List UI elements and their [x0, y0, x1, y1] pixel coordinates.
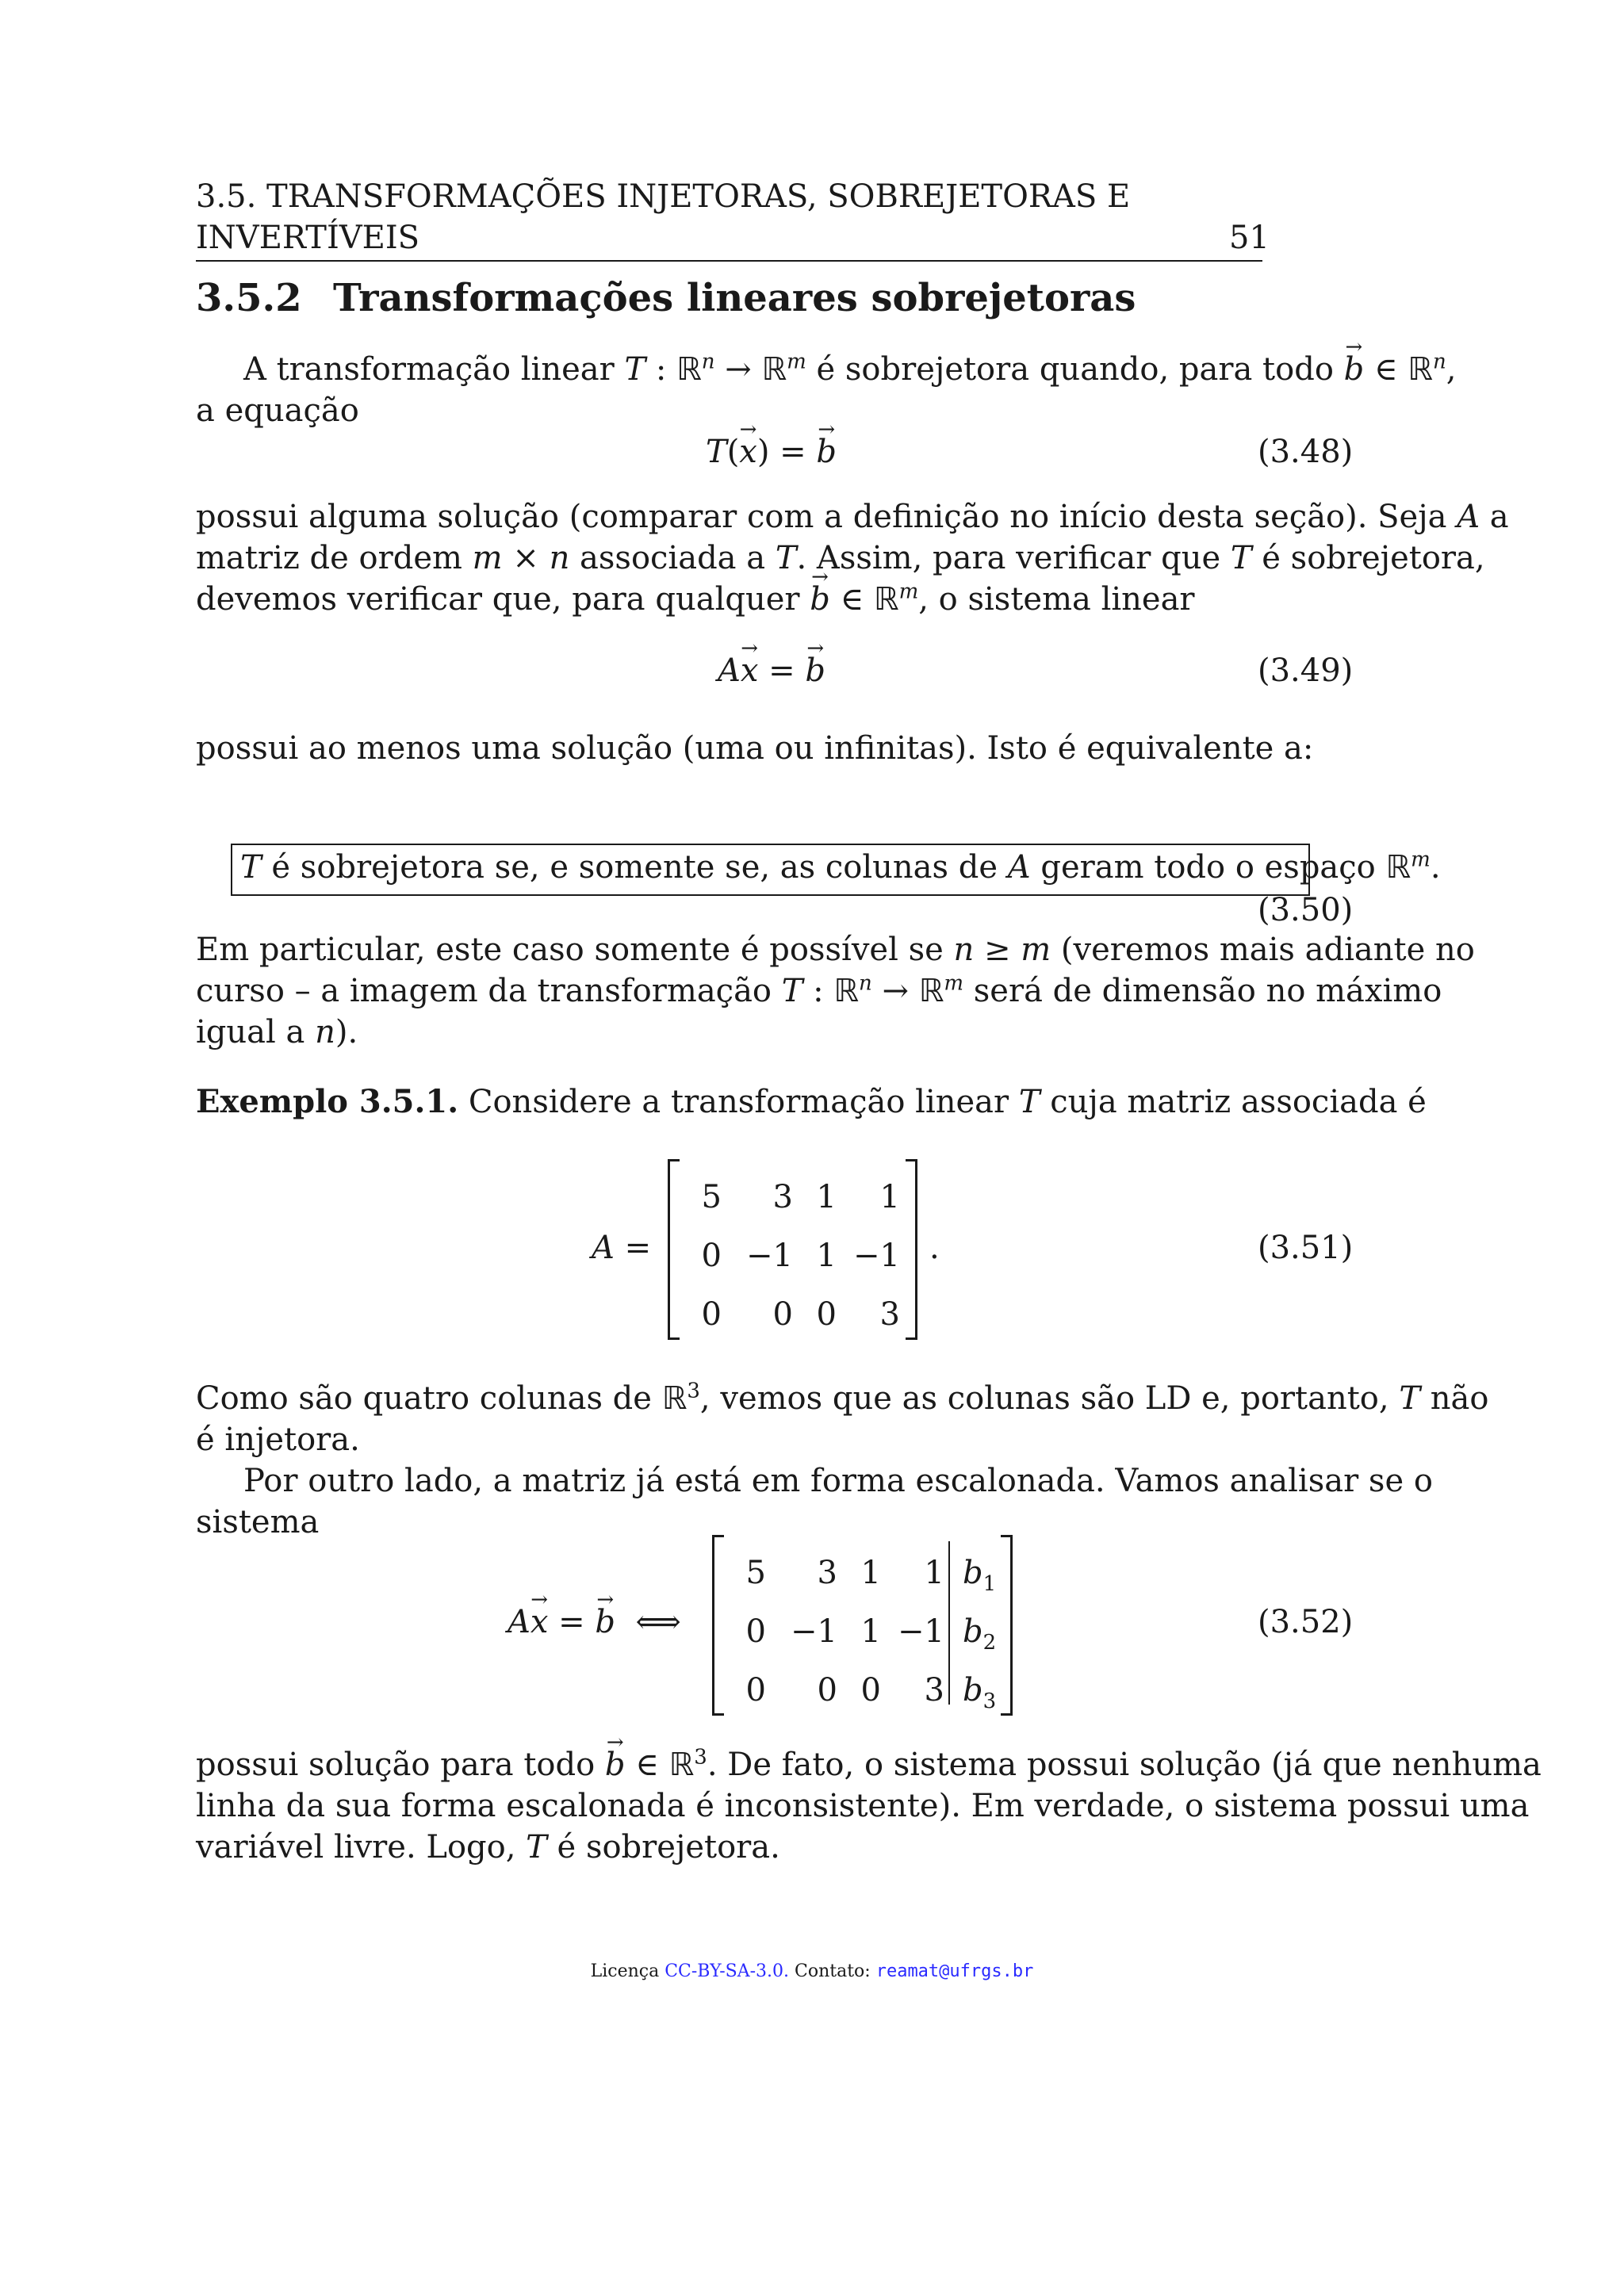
- paragraph-6-line2: sistema: [196, 1504, 320, 1540]
- matrix-a-cell: 1: [879, 1179, 900, 1215]
- paragraph-7-line2: linha da sua forma escalonada é inconsistente). Em verdade, o sistema possui uma: [196, 1788, 1530, 1824]
- paragraph-7-line1: possui solução para todo → b ∈ ℝ$^3$. De fato, o sistema possui solução (já que nenhuma: [196, 1744, 1542, 1785]
- section-title: Transformações lineares sobrejetoras: [333, 276, 1136, 320]
- matrix-a-cell: 0: [772, 1296, 793, 1333]
- matrix-a-cell: 5: [701, 1179, 722, 1215]
- augmented-rhs-cell: $b_3$: [963, 1672, 997, 1713]
- contact-email-link[interactable]: reamat@ufrgs.br: [875, 1961, 1034, 1981]
- matrix-a-label: A =: [592, 1230, 652, 1266]
- augmented-rhs-cell: $b_1$: [963, 1555, 997, 1596]
- paragraph-4-line3: igual a n).: [196, 1014, 358, 1050]
- augmented-cell: 1: [860, 1555, 881, 1591]
- example-heading: Exemplo 3.5.1. Considere a transformação linear T cuja matriz associada é: [196, 1083, 1427, 1120]
- augmented-cell: −1: [791, 1613, 837, 1650]
- augmented-cell: 0: [745, 1672, 766, 1709]
- equation-3-48: T(→ x) = → b: [706, 431, 837, 473]
- paragraph-1-line2: a equação: [196, 392, 359, 429]
- license-link[interactable]: CC-BY-SA-3.0.: [665, 1961, 789, 1981]
- equation-number-3-52: (3.52): [1258, 1604, 1354, 1640]
- paragraph-4-line2: curso – a imagem da transformação T : ℝ$^n$ → ℝ$^m$ será de dimensão no máximo: [196, 971, 1442, 1009]
- matrix-a-cell: 0: [701, 1238, 722, 1274]
- equation-number-3-50: (3.50): [1258, 892, 1354, 928]
- matrix-a-cell: 1: [816, 1238, 837, 1274]
- equation-number-3-49: (3.49): [1258, 652, 1354, 689]
- matrix-a-cell: −1: [853, 1238, 900, 1274]
- section-number: 3.5.2: [196, 276, 302, 320]
- equation-3-49: A→ x = → b: [718, 650, 825, 691]
- paragraph-2-line1: possui alguma solução (comparar com a definição no início desta seção). Seja A a: [196, 499, 1509, 535]
- running-header-line2: INVERTÍVEIS: [196, 220, 420, 256]
- matrix-a-period: .: [929, 1230, 940, 1266]
- paragraph-5-line2: é injetora.: [196, 1422, 360, 1458]
- paragraph-2-line2: matriz de ordem m × n associada a T. Assim, para verificar que T é sobrejetora,: [196, 540, 1485, 576]
- augmented-cell: 1: [924, 1555, 944, 1591]
- equation-number-3-48: (3.48): [1258, 434, 1354, 470]
- matrix-a-right-bracket: [906, 1159, 917, 1340]
- augmented-cell: 5: [745, 1555, 766, 1591]
- running-header-line1: 3.5. TRANSFORMAÇÕES INJETORAS, SOBREJETORAS E: [196, 178, 1131, 215]
- matrix-a-cell: −1: [746, 1238, 793, 1274]
- augmented-cell: 3: [817, 1555, 837, 1591]
- augmented-cell: −1: [898, 1613, 944, 1650]
- matrix-a-cell: 0: [816, 1296, 837, 1333]
- paragraph-5-line1: Como são quatro colunas de ℝ$^3$, vemos que as colunas são LD e, portanto, T não: [196, 1379, 1489, 1417]
- matrix-a-cell: 0: [701, 1296, 722, 1333]
- augmented-cell: 0: [817, 1672, 837, 1709]
- system-equivalence: A→ x = → b ⟺: [508, 1601, 681, 1643]
- page-number: 51: [1229, 220, 1270, 256]
- boxed-theorem-text: T é sobrejetora se, e somente se, as colunas de A geram todo o espaço ℝ$^m$.: [240, 848, 1441, 886]
- paragraph-1-line1: A transformação linear T : ℝ$^n$ → ℝ$^m$ é sobrejetora quando, para todo → b ∈ ℝ$^n$,: [243, 349, 1456, 390]
- augmented-cell: 0: [745, 1613, 766, 1650]
- augmented-rhs-cell: $b_2$: [963, 1613, 997, 1655]
- footer: Licença CC-BY-SA-3.0. Contato: reamat@ufrgs.br: [590, 1961, 1034, 1981]
- augmented-separator: [948, 1541, 950, 1705]
- paragraph-2-line3: devemos verificar que, para qualquer → b ∈ ℝ$^m$, o sistema linear: [196, 579, 1195, 620]
- matrix-a-cell: 3: [879, 1296, 900, 1333]
- matrix-a-cell: 3: [772, 1179, 793, 1215]
- augmented-right-bracket: [1001, 1535, 1013, 1716]
- paragraph-4-line1: Em particular, este caso somente é possível se n ≥ m (veremos mais adiante no: [196, 932, 1475, 968]
- equation-number-3-51: (3.51): [1258, 1230, 1354, 1266]
- header-rule: [196, 260, 1262, 262]
- augmented-cell: 3: [924, 1672, 944, 1709]
- augmented-cell: 1: [860, 1613, 881, 1650]
- paragraph-7-line3: variável livre. Logo, T é sobrejetora.: [196, 1829, 780, 1866]
- paragraph-6-line1: Por outro lado, a matriz já está em forma escalonada. Vamos analisar se o: [243, 1463, 1433, 1499]
- augmented-cell: 0: [860, 1672, 881, 1709]
- matrix-a-cell: 1: [816, 1179, 837, 1215]
- paragraph-3: possui ao menos uma solução (uma ou infinitas). Isto é equivalente a:: [196, 730, 1314, 767]
